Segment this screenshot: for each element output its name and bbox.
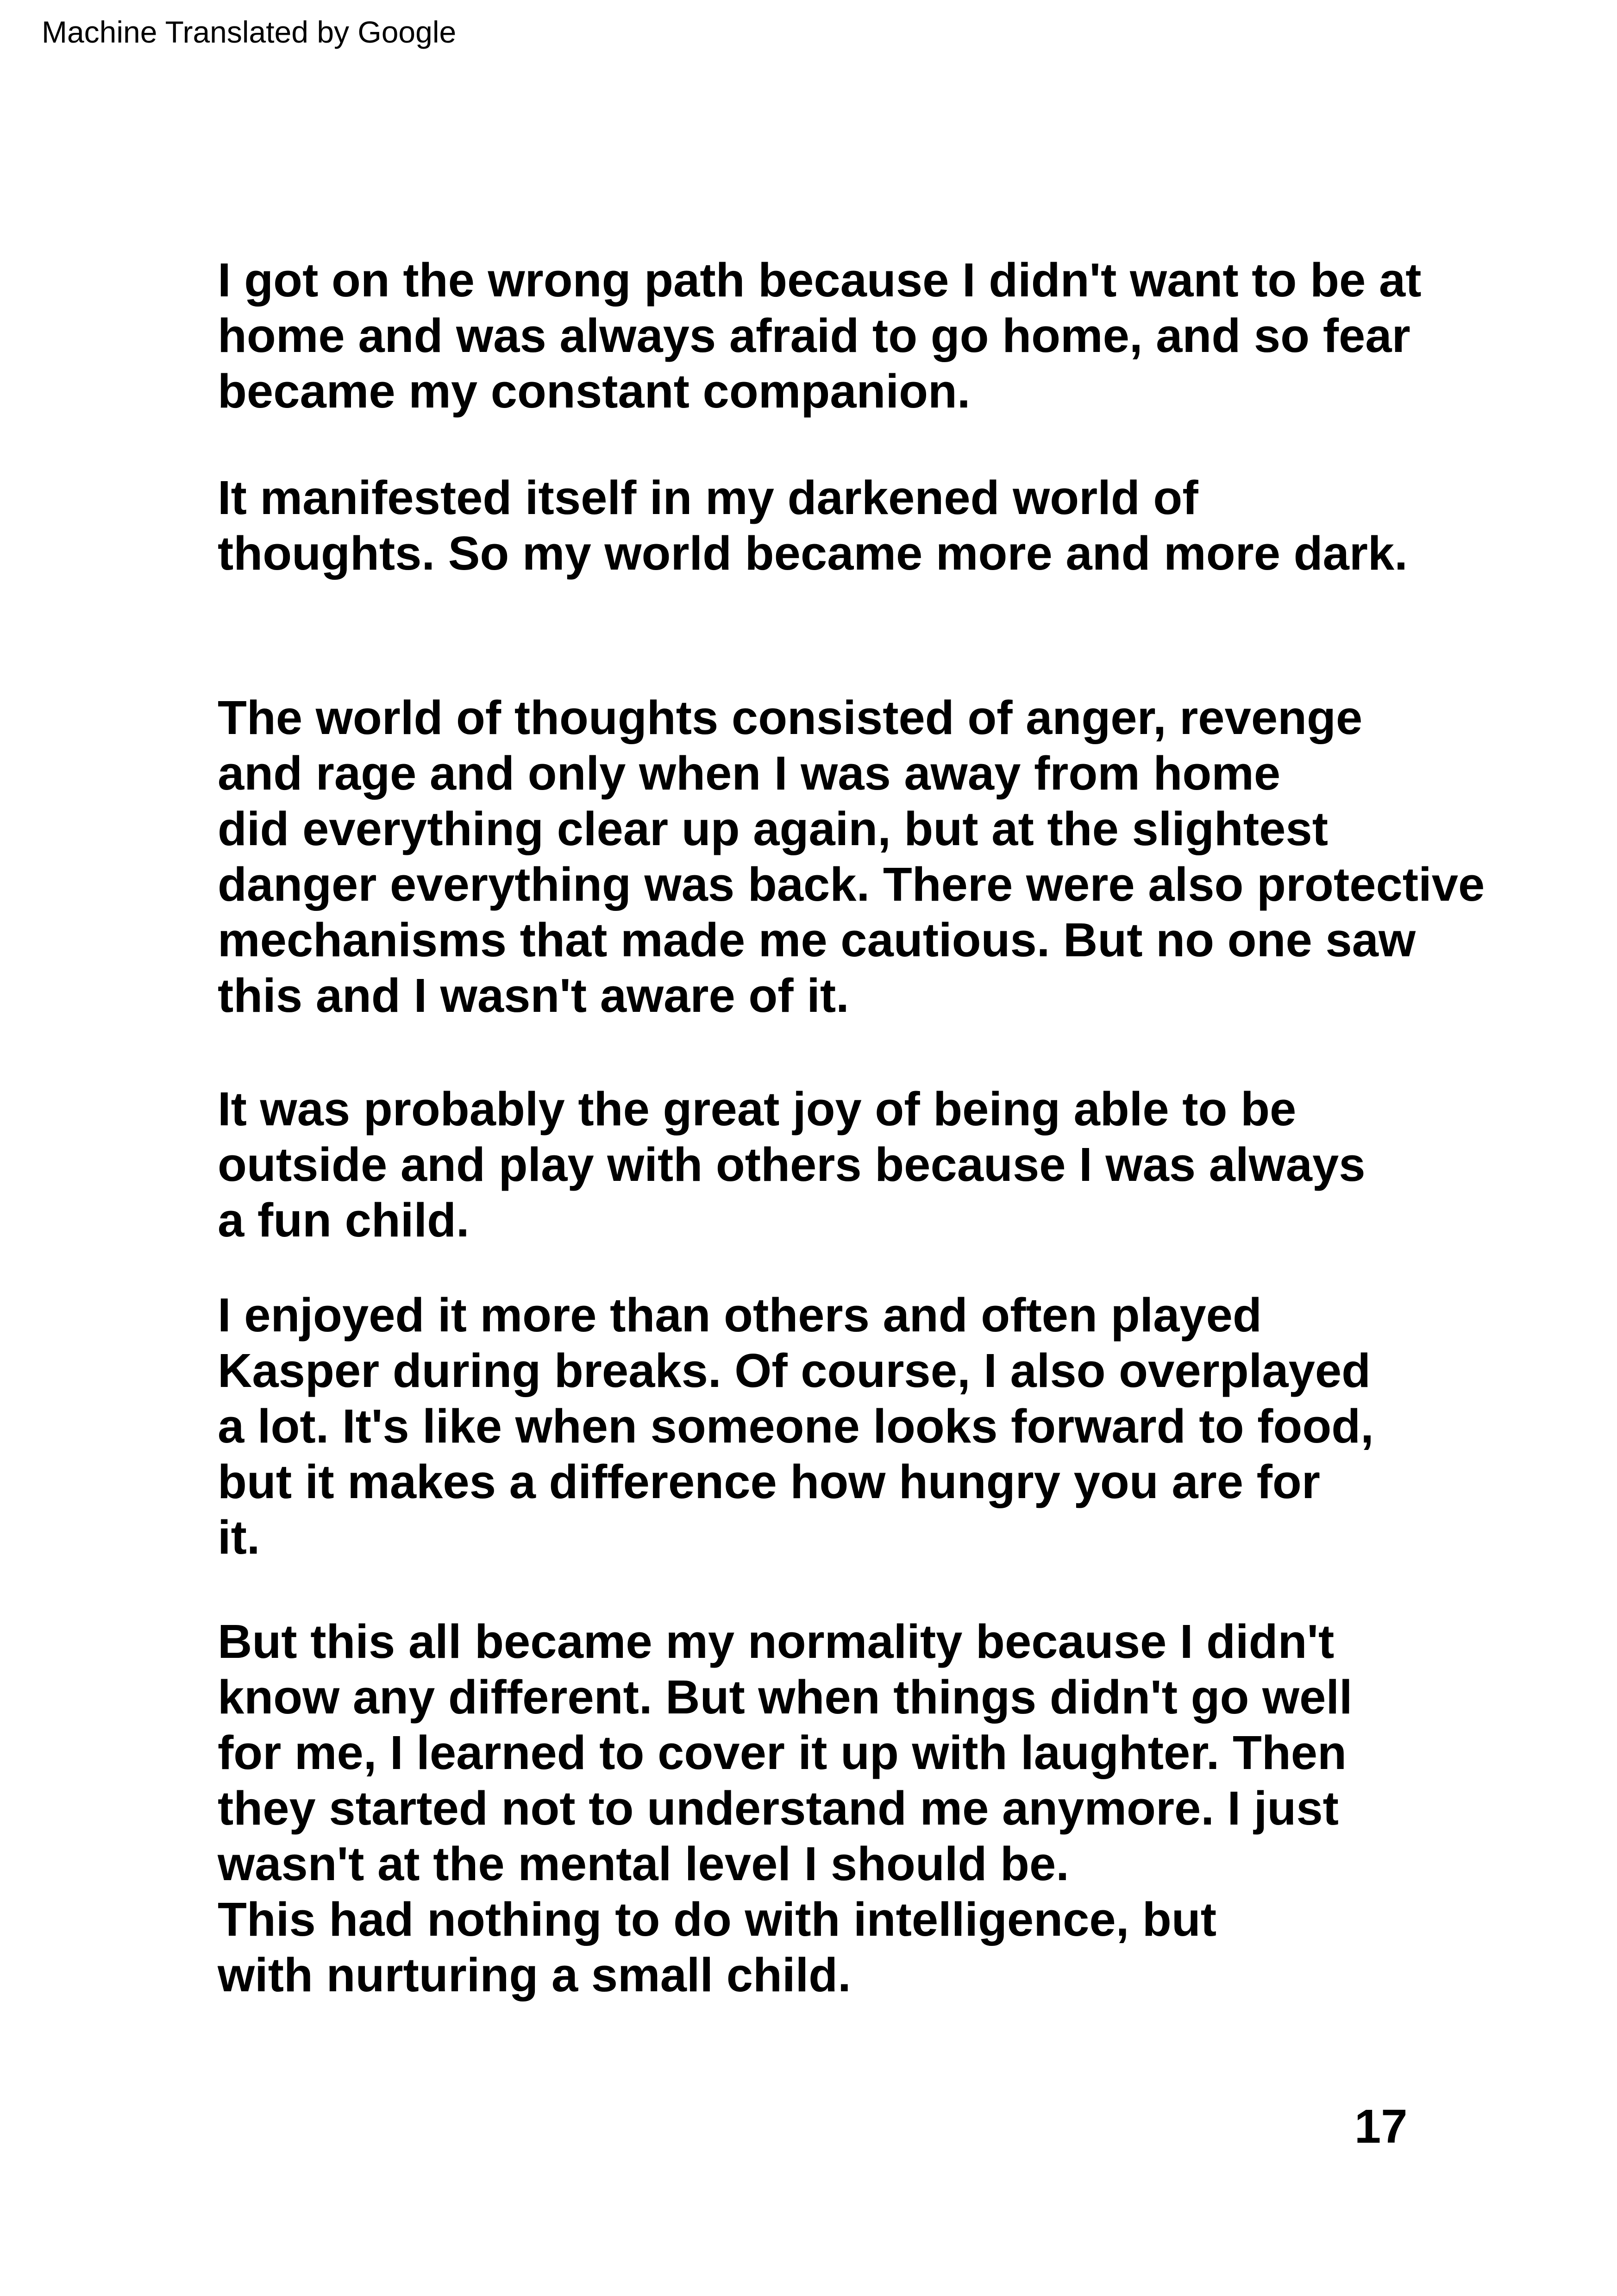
- text-line: outside and play with others because I was always: [218, 1138, 1366, 1191]
- text-line: became my constant companion.: [218, 364, 971, 418]
- text-line: this and I wasn't aware of it.: [218, 969, 849, 1022]
- text-line: mechanisms that made me cautious. But no one saw: [218, 913, 1416, 966]
- page-number: 17: [1354, 2100, 1408, 2153]
- text-line: a lot. It's like when someone looks forward to food,: [218, 1399, 1374, 1453]
- text-line: It was probably the great joy of being able to be: [218, 1082, 1297, 1135]
- text-line: for me, I learned to cover it up with laughter. Then: [218, 1726, 1347, 1779]
- machine-translation-note: Machine Translated by Google: [42, 15, 457, 49]
- text-line: Kasper during breaks. Of course, I also overplayed: [218, 1344, 1371, 1397]
- text-line: did everything clear up again, but at the slightest: [218, 802, 1329, 855]
- text-line: This had nothing to do with intelligence, but: [218, 1893, 1217, 1946]
- text-line: home and was always afraid to go home, and so fear: [218, 309, 1410, 362]
- page-body: [218, 252, 1485, 2003]
- paragraph: [218, 1081, 1468, 1248]
- text-line: and rage and only when I was away from home: [218, 747, 1281, 800]
- text-line: with nurturing a small child.: [218, 1948, 851, 2001]
- text-line: it.: [218, 1511, 260, 1564]
- text-line: danger everything was back. There were also protective: [218, 858, 1485, 911]
- paragraph: [218, 1614, 1468, 2003]
- text-line: but it makes a difference how hungry you are for: [218, 1455, 1320, 1508]
- text-line: a fun child.: [218, 1193, 470, 1247]
- paragraph: [218, 1287, 1468, 1565]
- text-line: It manifested itself in my darkened world of: [218, 471, 1198, 524]
- paragraph: [218, 252, 1468, 419]
- text-line: wasn't at the mental level I should be.: [218, 1837, 1069, 1890]
- text-line: they started not to understand me anymore. I just: [218, 1782, 1339, 1835]
- text-line: I got on the wrong path because I didn't want to be at: [218, 253, 1422, 307]
- paragraph: [218, 470, 1468, 581]
- text-line: know any different. But when things didn't go well: [218, 1670, 1353, 1724]
- text-line: But this all became my normality because I didn't: [218, 1615, 1335, 1668]
- text-line: I enjoyed it more than others and often played: [218, 1288, 1262, 1342]
- paragraph: [218, 690, 1485, 1023]
- text-line: thoughts. So my world became more and more dark.: [218, 527, 1408, 580]
- text-line: The world of thoughts consisted of anger, revenge: [218, 691, 1363, 744]
